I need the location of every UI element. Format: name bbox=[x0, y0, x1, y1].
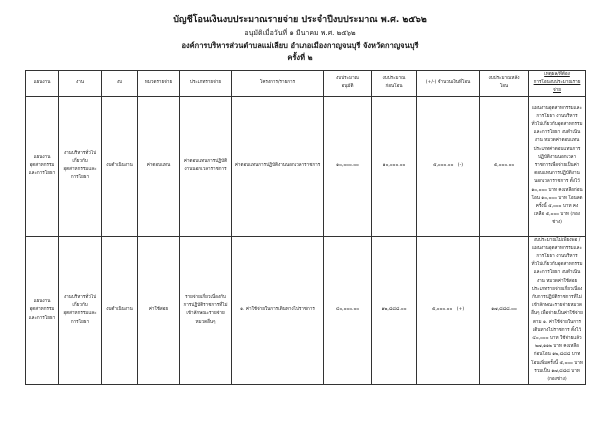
col-category: งบ bbox=[102, 71, 138, 97]
cell-reason: แผนงานอุตสาหกรรมและการโยธา งานบริหารทั่วไปเกี่ยวกับอุตสาหกรรมและการโยธา งบดำเนินงาน หมวดค่าตอบแทน ประเภทค่าตอบแทนการปฏิบัติงานนอกเวลาราชการเพื่อจ่ายเป็นค่าตอบแทนการปฏิบัติงานนอกเวลาราชการ ตั้งไว้ ๑๐,๐๐๐ บาท คงเหลือก่อนโอน ๑๐,๐๐๐ บาท โอนลดครั้งนี้ ๕,๐๐๐ บาท คงเหลือ ๕,๐๐๐ บาท (กองช่าง) bbox=[529, 96, 586, 236]
cell-expense-type: ค่าตอบแทน bbox=[138, 96, 180, 236]
organization-name: องค์การบริหารส่วนตำบลแม่เลียบ อำเภอเมืองกาญจนบุรี จังหวัดกาญจนบุรี bbox=[181, 41, 419, 50]
transfer-amount: ๕,๐๐๐.๐๐ bbox=[432, 163, 454, 168]
cell-category: งบดำเนินงาน bbox=[102, 96, 138, 236]
cell-plan: แผนงานอุตสาหกรรมและการโยธา bbox=[26, 236, 59, 385]
cell-project: ค่าตอบแทนการปฏิบัติงานนอกเวลาราชการ bbox=[232, 96, 324, 236]
col-before: งบประมาณ ก่อนโอน bbox=[372, 71, 417, 97]
cell-after: ๑๗,๘๘๘.๐๐ bbox=[480, 236, 529, 385]
cell-expense-type: ค่าใช้สอย bbox=[138, 236, 180, 385]
col-plan: แผนงาน bbox=[26, 71, 59, 97]
cell-work: งานบริหารทั่วไปเกี่ยวกับอุตสาหกรรมและการโยธา bbox=[59, 236, 102, 385]
document-title: บัญชีโอนเงินงบประมาณรายจ่าย ประจำปีงบประมาณ พ.ศ. ๒๕๖๒ bbox=[173, 15, 427, 25]
col-work: งาน bbox=[59, 71, 102, 97]
cell-work: งานบริหารทั่วไปเกี่ยวกับอุตสาหกรรมและการโยธา bbox=[59, 96, 102, 236]
col-transfer: (+/-) จำนวนเงินที่โอน bbox=[417, 71, 480, 97]
cell-category: งบดำเนินงาน bbox=[102, 236, 138, 385]
table-row bbox=[26, 96, 586, 236]
cell-plan: แผนงานอุตสาหกรรมและการโยธา bbox=[26, 96, 59, 236]
cell-before: ๑๒,๘๘๘.๐๐ bbox=[372, 236, 417, 385]
table-header-row bbox=[26, 71, 586, 97]
cell-expense-kind: ค่าตอบแทนการปฏิบัติงานนอกเวลาราชการ bbox=[180, 96, 232, 236]
cell-reason: งบประมาณไม่เพียงพอ / แผนงานอุตสาหกรรมและการโยธา งานบริหารทั่วไปเกี่ยวกับอุตสาหกรรมและการโยธา งบดำเนินงาน หมวดค่าใช้สอย ประเภทรายจ่ายเกี่ยวเนื่องกับการปฏิบัติราชการที่ไม่เข้าลักษณะรายจ่ายหมวดอื่นๆ เพื่อจ่ายเป็นค่าใช้จ่ายตาม ๑. ค่าใช้จ่ายในการเดินทางไปราชการ ตั้งไว้ ๔๐,๐๐๐ บาท ใช้จ่ายแล้ว ๒๗,๑๑๒ บาท คงเหลือก่อนโอน ๑๒,๘๘๘ บาท โอนเพิ่มครั้งนี้ ๕,๐๐๐ บาท รวมเป็น ๑๗,๘๘๘ บาท (กองช่าง) bbox=[529, 236, 586, 385]
budget-transfer-table bbox=[25, 70, 586, 385]
col-project: โครงการ/รายการ bbox=[232, 71, 324, 97]
col-reason: เหตุผล/ที่ต้อง การโอนงบประมาณรายจ่าย bbox=[529, 71, 586, 97]
cell-project: ๑. ค่าใช้จ่ายในการเดินทางไปราชการ bbox=[232, 236, 324, 385]
col-expense-type: หมวดรายจ่าย bbox=[138, 71, 180, 97]
table-row bbox=[26, 236, 586, 385]
cell-approved: ๔๐,๐๐๐.๐๐ bbox=[324, 236, 372, 385]
cell-approved: ๑๐,๐๐๐.๐๐ bbox=[324, 96, 372, 236]
cell-transfer bbox=[417, 236, 480, 385]
col-approved: งบประมาณ อนุมัติ bbox=[324, 71, 372, 97]
transfer-sign: (-) bbox=[457, 163, 464, 168]
col-expense-kind: ประเภทรายจ่าย bbox=[180, 71, 232, 97]
transfer-sign: (+) bbox=[456, 307, 465, 313]
cell-before: ๑๐,๐๐๐.๐๐ bbox=[372, 96, 417, 236]
cell-expense-kind: รายจ่ายเกี่ยวเนื่องกับการปฏิบัติราชการที่ไม่เข้าลักษณะรายจ่ายหมวดอื่นๆ bbox=[180, 236, 232, 385]
col-after: งบประมาณหลัง โอน bbox=[480, 71, 529, 97]
approval-date: อนุมัติเมื่อวันที่ ๑ มีนาคม พ.ศ. ๒๕๖๒ bbox=[244, 29, 356, 37]
transfer-amount: ๕,๐๐๐.๐๐ bbox=[431, 307, 453, 313]
transfer-round: ครั้งที่ ๒ bbox=[287, 53, 313, 62]
cell-after: ๕,๐๐๐.๐๐ bbox=[480, 96, 529, 236]
cell-transfer bbox=[417, 96, 480, 236]
